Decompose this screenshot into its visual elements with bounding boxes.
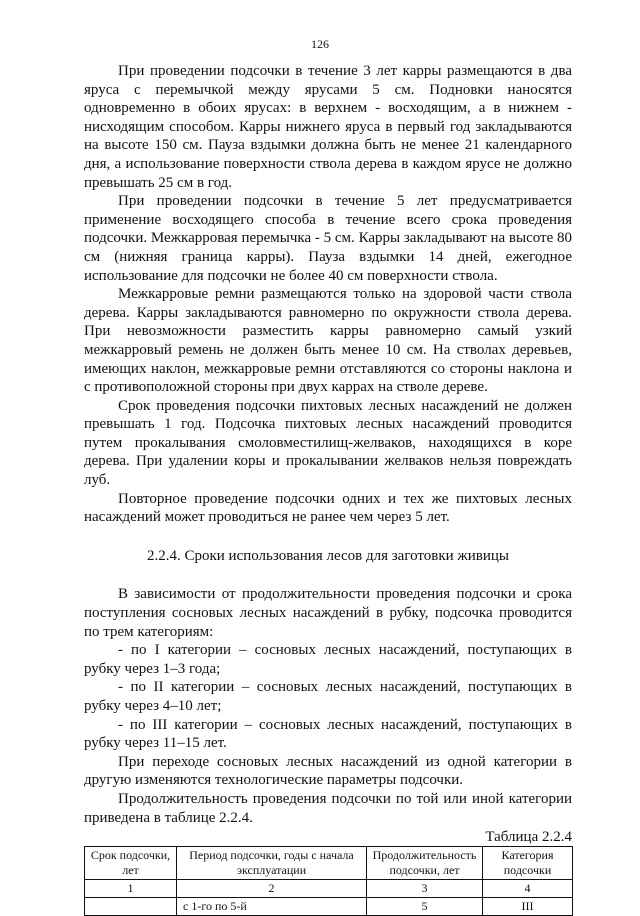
list-item-category-2: - по II категории – сосновых лесных насаждений, поступающих в рубку через 4–10 лет; — [84, 679, 572, 714]
paragraph-category-transition: При переходе сосновых лесных насаждений из одной категории в другую изменяются технологические параметры подсочки. — [84, 753, 572, 789]
table-cell: 4 — [483, 880, 573, 898]
table-row — [85, 898, 573, 916]
table-header-row — [85, 847, 573, 880]
paragraph-fir-tapping-term: Срок проведения подсочки пихтовых лесных насаждений не должен превышать 1 год. Подсочка пихтовых лесных насаждений проводится путем прокалывания смоловместилищ-желваков, находящихся в коре дерева. При удалении коры и прокалывании желваков нельзя повреждать луб. — [84, 397, 572, 489]
table-cell: 5 — [367, 898, 483, 916]
table-cell: 2 — [177, 880, 367, 898]
table-cell: 1 — [85, 880, 177, 898]
paragraph-five-year-tapping: При проведении подсочки в течение 5 лет предусматривается применение восходящего способа в течение всего срока проведения подсочки. Межкарровая перемычка - 5 см. Карры закладывают на высоте 80 см (нижняя граница карры). Пауза вздымки 14 дней, ежегодное использование для подсочки не более 40 см поверхности ствола. — [84, 193, 572, 284]
paragraph-fir-repeat-tapping: Повторное проведение подсочки одних и тех же пихтовых лесных насаждений может проводиться не ранее чем через 5 лет. — [84, 490, 572, 526]
table-numbering-row — [85, 880, 573, 898]
table-cell — [85, 898, 177, 916]
table-header-cell: Продолжительность подсочки, лет — [367, 847, 483, 880]
table-cell: 3 — [367, 880, 483, 898]
list-item-category-1: - по I категории – сосновых лесных насаждений, поступающих в рубку через 1–3 года; — [84, 642, 572, 677]
paragraph-categories-intro: В зависимости от продолжительности проведения подсочки и срока поступления сосновых лесных насаждений в рубку, подсочка проводится по трем категориям: — [84, 586, 572, 640]
list-item-category-3: - по III категории – сосновых лесных насаждений, поступающих в рубку через 11–15 лет. — [84, 716, 572, 752]
paragraph-table-reference: Продолжительность проведения подсочки по той или иной категории приведена в таблице 2.2.4. — [84, 790, 572, 826]
table-header-cell: Период подсочки, годы с начала эксплуатации — [177, 847, 367, 880]
document-body — [84, 62, 572, 916]
paragraph-three-year-tapping: При проведении подсочки в течение 3 лет карры размещаются в два яруса с перемычкой между ярусами 5 см. Подновки наносятся одновременно в обоих ярусах: в верхнем - восходящим, а в нижнем - нисходящим способом. Карры нижнего яруса в первый год закладываются на высоте 150 см. Пауза вздымки должна быть не менее 21 календарного дня, а использование поверхности ствола дерева в каждом ярусе не должно превышать 25 см в год. — [84, 63, 572, 191]
table-header-cell: Категория подсочки — [483, 847, 573, 880]
table-caption: Таблица 2.2.4 — [485, 829, 572, 846]
tapping-duration-table — [84, 846, 573, 916]
table-cell: III — [483, 898, 573, 916]
table-cell: с 1-го по 5-й — [177, 898, 367, 916]
page-number: 126 — [311, 37, 329, 51]
table-header-cell: Срок подсочки, лет — [85, 847, 177, 880]
section-heading: 2.2.4. Сроки использования лесов для заготовки живицы — [146, 547, 510, 564]
paragraph-inter-face-strips: Межкарровые ремни размещаются только на здоровой части ствола дерева. Карры закладываются равномерно по окружности ствола дерева. При невозможности разместить карры равномерно самый узкий межкарровый ремень не должен быть менее 10 см. На стволах деревьев, имеющих наклон, межкарровые ремни отставляются со стороны наклона и с противоположной стороны при двух каррах на стволе дереве. — [84, 286, 572, 396]
